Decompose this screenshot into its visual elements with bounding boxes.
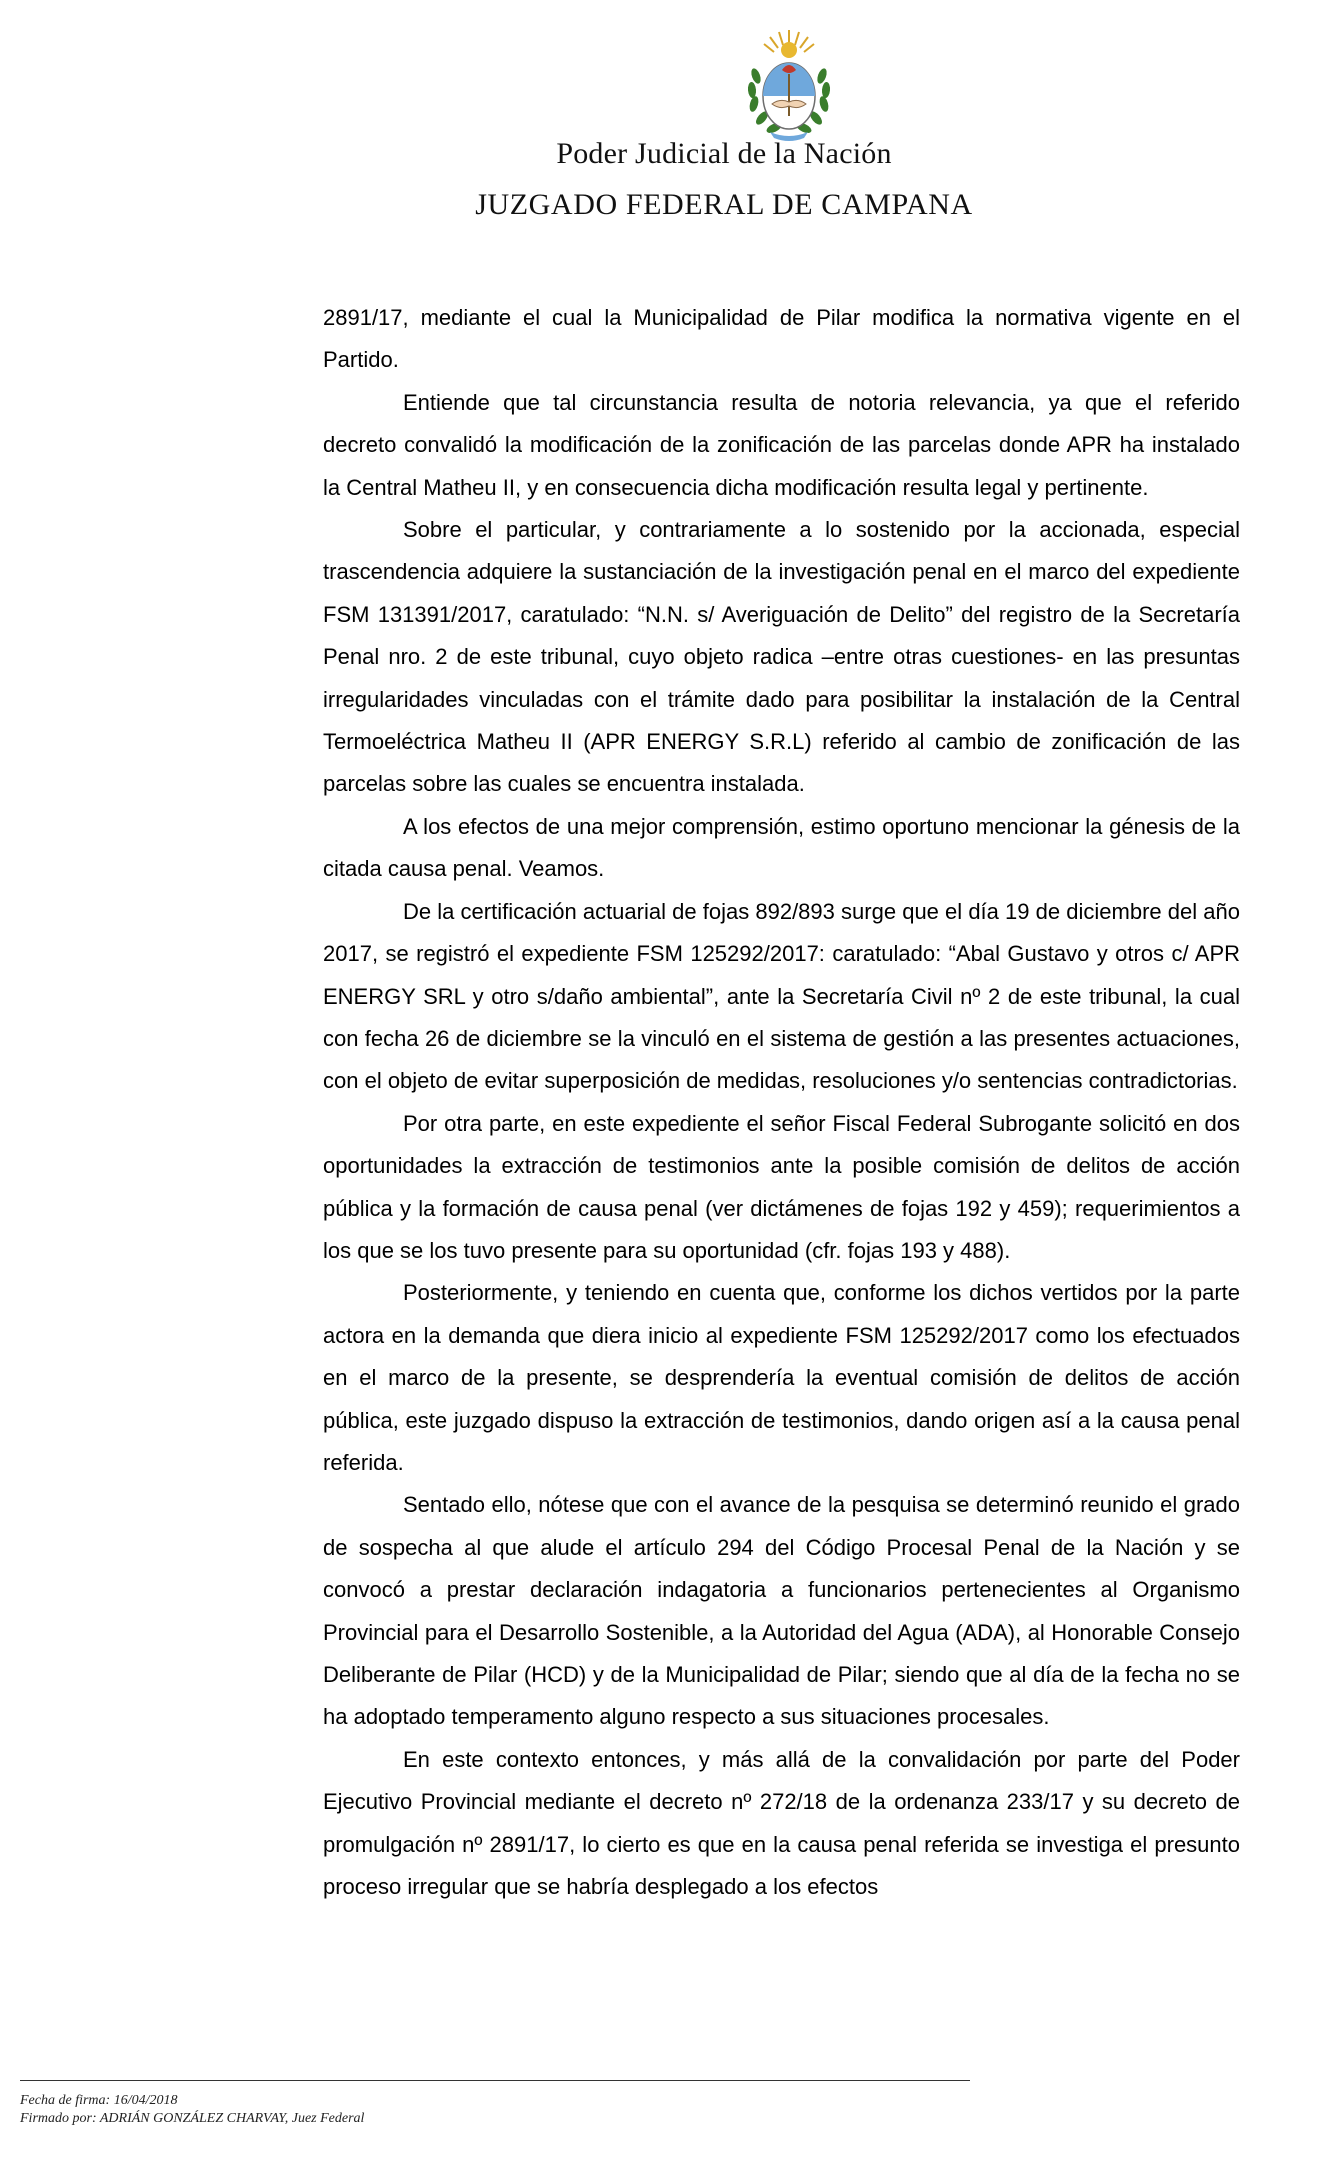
paragraph: Entiende que tal circunstancia resulta de notoria relevancia, ya que el referido decreto convalidó la modificación de la zonificación de las parcelas donde APR ha instalado la Central Matheu II, y en consecuencia dicha modificación resulta legal y pertinente. (323, 389, 1240, 500)
paragraph: A los efectos de una mejor comprensión, estimo oportuno mencionar la génesis de la citada causa penal. Veamos. (323, 813, 1240, 882)
signature-signer: Firmado por: ADRIÁN GONZÁLEZ CHARVAY, Juez Federal (20, 2111, 365, 2126)
signature-date: Fecha de firma: 16/04/2018 (20, 2093, 178, 2108)
argentine-coat-of-arms-icon (740, 26, 838, 144)
document-body (323, 297, 1240, 1908)
institution-title: Poder Judicial de la Nación (556, 137, 892, 170)
paragraph: Sentado ello, nótese que con el avance de la pesquisa se determinó reunido el grado de sospecha al que alude el artículo 294 del Código Procesal Penal de la Nación y se convocó a prestar declaración indagatoria a funcionarios pertenecientes al Organismo Provincial para el Desarrollo Sostenible, a la Autoridad del Agua (ADA), al Honorable Consejo Deliberante de Pilar (HCD) y de la Municipalidad de Pilar; siendo que al día de la fecha no se ha adoptado temperamento alguno respecto a sus situaciones procesales. (323, 1492, 1240, 1730)
sun (781, 42, 797, 58)
signature-divider (20, 2080, 970, 2081)
signature-block (20, 2092, 364, 2128)
paragraph: En este contexto entonces, y más allá de la convalidación por parte del Poder Ejecutivo Provincial mediante el decreto nº 272/18 de la ordenanza 233/17 y su decreto de promulgación nº 2891/17, lo cierto es que en la causa penal referida se investiga el presunto proceso irregular que se habría desplegado a los efectos (323, 1746, 1240, 1900)
court-title: JUZGADO FEDERAL DE CAMPANA (475, 188, 973, 221)
paragraph: Sobre el particular, y contrariamente a lo sostenido por la accionada, especial trascendencia adquiere la sustanciación de la investigación penal en el marco del expediente FSM 131391/2017, caratulado: “N.N. s/ Averiguación de Delito” del registro de la Secretaría Penal nro. 2 de este tribunal, cuyo objeto radica –entre otras cuestiones- en las presuntas irregularidades vinculadas con el trámite dado para posibilitar la instalación de la Central Termoeléctrica Matheu II (APR ENERGY S.R.L) referido al cambio de zonificación de las parcelas sobre las cuales se encuentra instalada. (323, 517, 1240, 797)
paragraph: Posteriormente, y teniendo en cuenta que, conforme los dichos vertidos por la parte actora en la demanda que diera inicio al expediente FSM 125292/2017 como los efectuados en el marco de la presente, se desprendería la eventual comisión de delitos de acción pública, este juzgado dispuso la extracción de testimonios, dando origen así a la causa penal referida. (323, 1280, 1240, 1475)
paragraph: Por otra parte, en este expediente el señor Fiscal Federal Subrogante solicitó en dos oportunidades la extracción de testimonios ante la posible comisión de delitos de acción pública y la formación de causa penal (ver dictámenes de fojas 192 y 459); requerimientos a los que se los tuvo presente para su oportunidad (cfr. fojas 193 y 488). (323, 1110, 1240, 1263)
paragraph: De la certificación actuarial de fojas 892/893 surge que el día 19 de diciembre del año 2017, se registró el expediente FSM 125292/2017: caratulado: “Abal Gustavo y otros c/ APR ENERGY SRL y otro s/daño ambiental”, ante la Secretaría Civil nº 2 de este tribunal, la cual con fecha 26 de diciembre se la vinculó en el sistema de gestión a las presentes actuaciones, con el objeto de evitar superposición de medidas, resoluciones y/o sentencias contradictorias. (323, 898, 1240, 1094)
paragraph: 2891/17, mediante el cual la Municipalidad de Pilar modifica la normativa vigente en el Partido. (323, 305, 1240, 373)
